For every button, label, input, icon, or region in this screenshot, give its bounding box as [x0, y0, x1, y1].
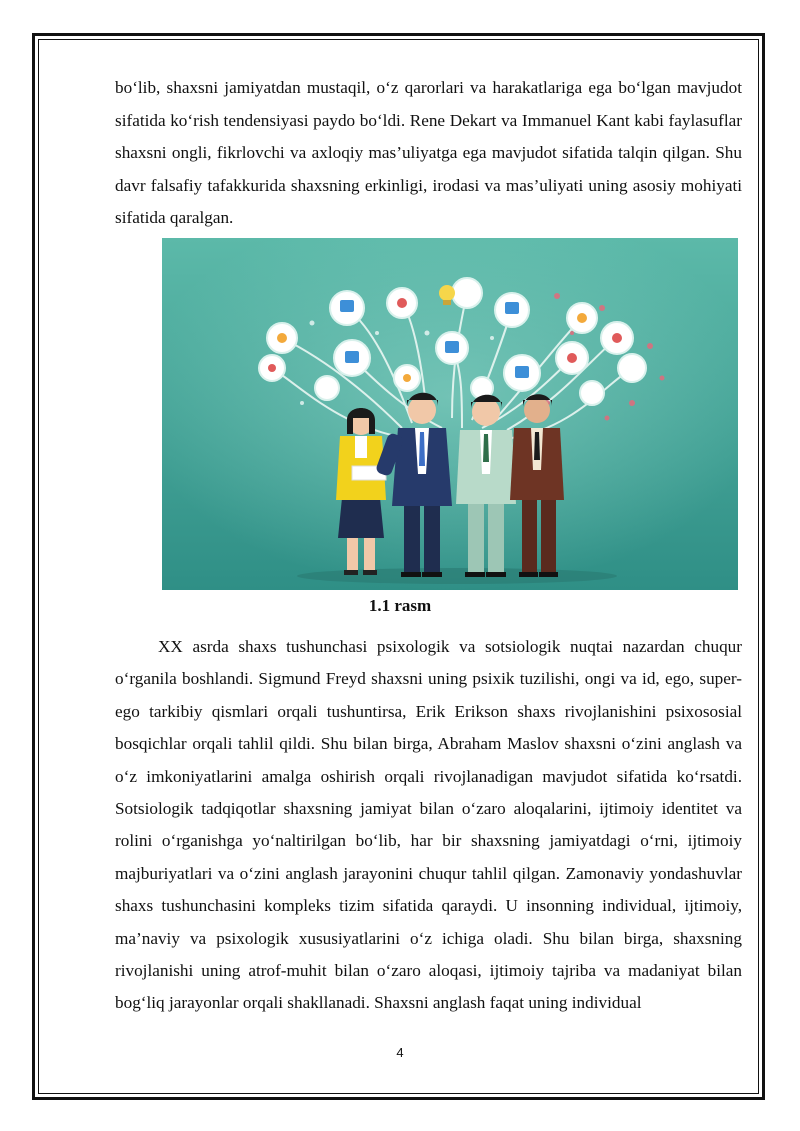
paragraph-2: XX asrda shaxs tushunchasi psixologik va sotsiologik nuqtai nazardan chuqur o‘rganila boshlandi. Sigmund Freyd shaxsni uning psixik tuzilishi, ongi va id, ego, super-ego tarkibiy qismlari orqali tushuntirsa, Erik Erikson shaxs rivojlanishini psixososial bosqichlar orqali tahlil qildi. Shu bilan birga, Abraham Maslov shaxsni o‘zini anglash va o‘z imkoniyatlarini amalga oshirish orqali rivojlanadigan mavjudot sifatida ko‘rsatdi. Sotsiologik tadqiqotlar shaxsning jamiyat bilan o‘zaro aloqalarini, ijtimoiy identitet va rolini o‘rganishga yo‘naltirilgan bo‘lib, har bir shaxsning jamiyatdagi o‘rni, ijtimoiy majburiyatlari va o‘zini anglash jarayonini chuqur tahlil qilgan. Zamonaviy yondashuvlar shaxs tushunchasini kompleks tizim sifatida qaraydi. U insonning individual, ijtimoiy, ma’naviy va psixologik xususiyatlarini o‘z ichiga oladi. Shu bilan birga, shaxsning rivojlanishi uning atrof-muhit bilan o‘zaro aloqasi, ijtimoiy tajriba va madaniyat bilan bog‘liq jarayonlar orqali shakllanadi. Shaxsni anglash faqat uning individual	[115, 637, 742, 1013]
figure-illustration	[162, 238, 738, 590]
page-number: 4	[396, 1045, 404, 1060]
people-network-illustration	[162, 238, 738, 590]
paragraph-1: bo‘lib, shaxsni jamiyatdan mustaqil, o‘z qarorlari va harakatlariga ega bo‘lgan mavjudot sifatida ko‘rish tendensiyasi paydo bo‘ldi. Rene Dekart va Immanuel Kant kabi faylasuflar shaxsni ongli, fikrlovchi va axloqiy mas’uliyatga ega mavjudot sifatida talqin qilgan. Shu davr falsafiy tafakkurida shaxsning erkinligi, irodasi va mas’uliyati uning asosiy mohiyati sifatida qaralgan.	[115, 78, 742, 227]
figure-caption: 1.1 rasm	[368, 596, 432, 615]
